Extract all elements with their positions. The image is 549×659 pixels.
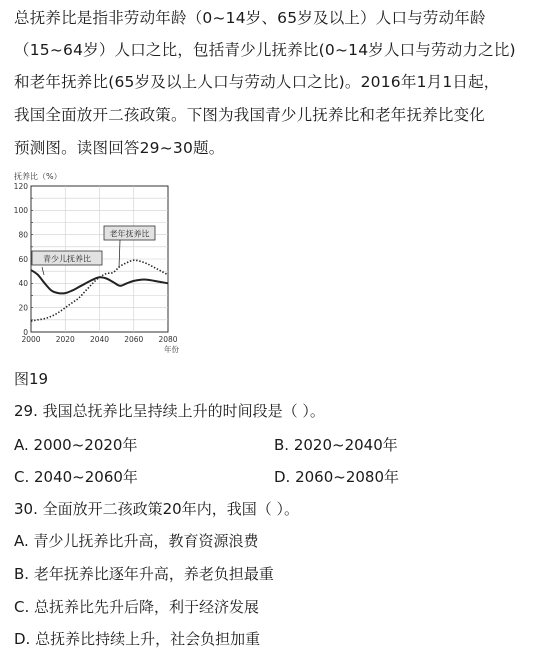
y-tick-label: 40 — [18, 279, 28, 289]
y-tick-label: 80 — [18, 230, 28, 240]
y-tick-label: 120 — [13, 181, 28, 191]
legend-label-youth: 青少儿抚养比 — [43, 254, 91, 264]
q29-option-c[interactable]: C. 2040~2060年 — [14, 468, 138, 486]
intro-line-3: 和老年抚养比(65岁及以上人口与劳动人口之比)。2016年1月1日起， — [14, 73, 500, 91]
dependency-ratio-chart — [0, 168, 549, 358]
x-tick-label: 2060 — [124, 335, 144, 344]
q30-option-d[interactable]: D. 总抚养比持续上升，社会负担加重 — [14, 630, 261, 648]
y-axis-label: 抚养比（%） — [14, 172, 62, 181]
y-tick-label: 0 — [23, 327, 28, 337]
intro-line-4: 我国全面放开二孩政策。下图为我国青少儿抚养比和老年抚养比变化 — [14, 106, 486, 124]
figure-label: 图19 — [14, 370, 49, 388]
y-tick-label: 100 — [13, 206, 28, 216]
q29-option-a[interactable]: A. 2000~2020年 — [14, 436, 138, 454]
q29-option-d[interactable]: D. 2060~2080年 — [274, 468, 400, 486]
question-29-stem: 29. 我国总抚养比呈持续上升的时间段是（ ）。 — [14, 402, 325, 420]
x-tick-label: 2020 — [55, 335, 75, 344]
x-tick-label: 2040 — [89, 335, 110, 344]
x-tick-label: 2000 — [21, 335, 41, 344]
intro-line-2: （15~64岁）人口之比，包括青少儿抚养比(0~14岁人口与劳动力之比) — [14, 41, 516, 59]
x-axis-label: 年份 — [164, 345, 179, 354]
y-tick-label: 60 — [18, 254, 28, 264]
x-tick-label: 2080 — [158, 335, 178, 344]
q30-option-c[interactable]: C. 总抚养比先升后降，利于经济发展 — [14, 598, 260, 616]
q30-option-b[interactable]: B. 老年抚养比逐年升高，养老负担最重 — [14, 565, 274, 583]
q30-option-a[interactable]: A. 青少儿抚养比升高，教育资源浪费 — [14, 532, 259, 550]
q29-option-b[interactable]: B. 2020~2040年 — [274, 436, 398, 454]
question-30-stem: 30. 全面放开二孩政策20年内，我国（ ）。 — [14, 500, 299, 518]
y-tick-label: 20 — [18, 303, 28, 313]
legend-label-elderly: 老年抚养比 — [109, 229, 150, 239]
intro-line-1: 总抚养比是指非劳动年龄（0~14岁、65岁及以上）人口与劳动年龄 — [14, 9, 486, 27]
intro-line-5: 预测图。读图回答29~30题。 — [14, 139, 225, 157]
